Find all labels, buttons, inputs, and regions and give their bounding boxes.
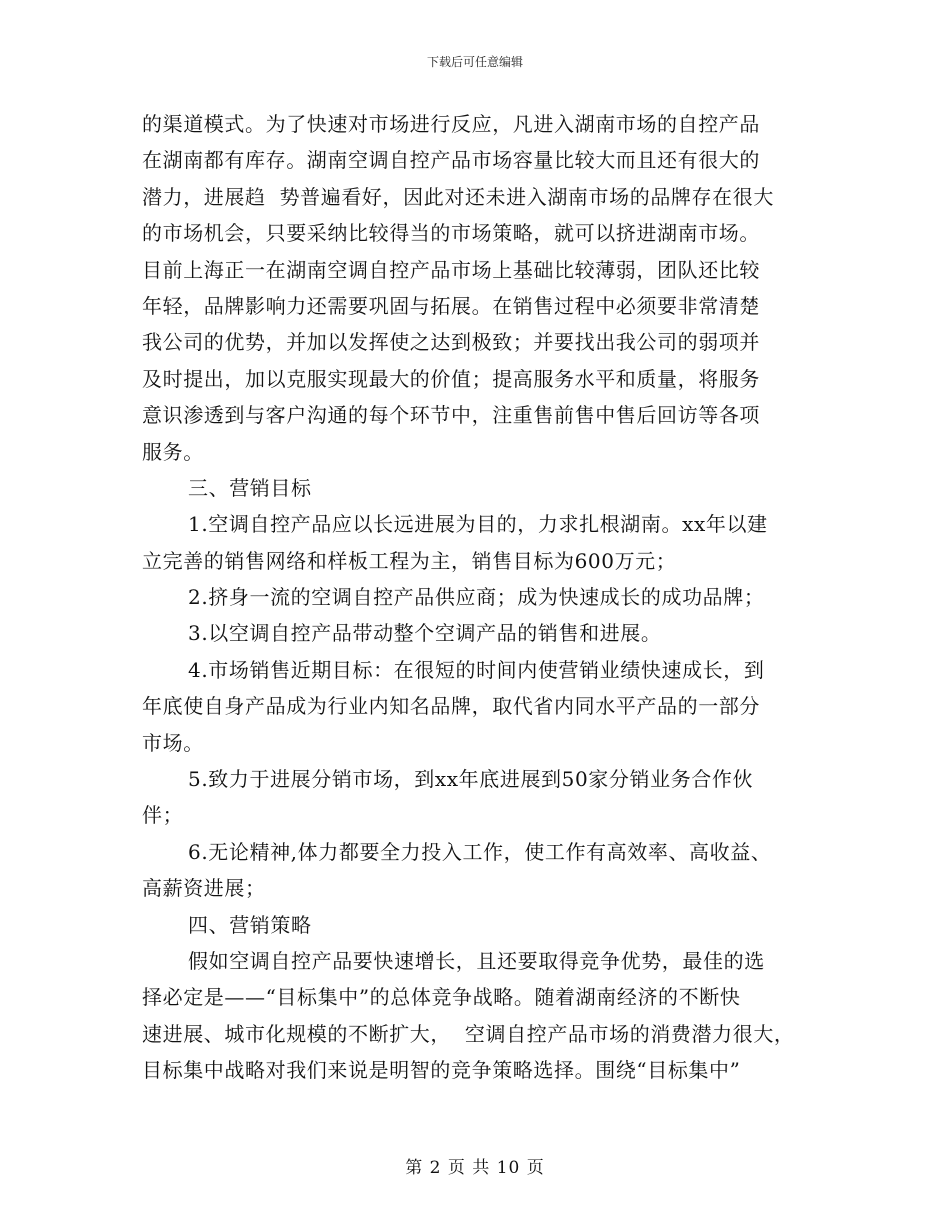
- body-line: 年轻，品牌影响力还需要巩固与拓展。在销售过程中必须要非常清楚: [142, 293, 760, 318]
- body-line: 年底使自身产品成为行业内知名品牌，取代省内同水平产品的一部分: [142, 694, 760, 719]
- page-number-footer: 第 2 页 共 10 页: [405, 1158, 545, 1178]
- body-line: 目标集中战略对我们来说是明智的竞争策略选择。围绕“目标集中”: [142, 1058, 741, 1083]
- body-line: 伴；: [142, 803, 184, 828]
- body-line: 潜力，进展趋 势普遍看好，因此对还未进入湖南市场的品牌存在很大: [142, 184, 774, 209]
- body-line: 在湖南都有库存。湖南空调自控产品市场容量比较大而且还有很大的: [142, 148, 760, 173]
- body-line: 速进展、城市化规模的不断扩大， 空调自控产品市场的消费潜力很大，: [142, 1021, 795, 1046]
- list-item: 1.空调自控产品应以长远进展为目的，力求扎根湖南。xx年以建: [188, 512, 768, 537]
- list-item: 5.致力于进展分销市场，到xx年底进展到50家分销业务合作伙: [188, 767, 754, 792]
- body-line: 我公司的优势，并加以发挥使之达到极致；并要找出我公司的弱项并: [142, 330, 760, 355]
- body-line: 市场。: [142, 730, 204, 755]
- list-item: 6.无论精神,体力都要全力投入工作，使工作有高效率、高收益、: [188, 839, 772, 864]
- list-item: 2.挤身一流的空调自控产品供应商；成为快速成长的成功品牌；: [188, 585, 765, 610]
- page-header: 下载后可任意编辑: [426, 55, 523, 69]
- body-line: 意识渗透到与客户沟通的每个环节中，注重售前售中售后回访等各项: [142, 403, 760, 428]
- section-heading: 三、营销目标: [188, 475, 312, 500]
- section-heading: 四、营销策略: [188, 912, 312, 937]
- list-item: 4.市场销售近期目标：在很短的时间内使营销业绩快速成长，到: [188, 657, 765, 682]
- body-line: 服务。: [142, 439, 204, 464]
- paragraph-start: 假如空调自控产品要快速增长，且还要取得竞争优势，最佳的选: [188, 948, 765, 973]
- body-line: 的市场机会，只要采纳比较得当的市场策略，就可以挤进湖南市场。: [142, 221, 760, 246]
- body-line: 的渠道模式。为了快速对市场进行反应，凡进入湖南市场的自控产品: [142, 112, 760, 136]
- body-line: 高薪资进展；: [142, 876, 266, 901]
- body-line: 及时提出，加以克服实现最大的价值；提高服务水平和质量，将服务: [142, 366, 760, 391]
- body-line: 择必定是——“目标集中”的总体竞争战略。随着湖南经济的不断快: [142, 985, 741, 1010]
- body-line: 目前上海正一在湖南空调自控产品市场上基础比较薄弱，团队还比较: [142, 257, 760, 282]
- document-body: [142, 106, 812, 1089]
- body-line: 立完善的销售网络和样板工程为主，销售目标为600万元；: [142, 548, 677, 573]
- list-item: 3.以空调自控产品带动整个空调产品的销售和进展。: [188, 621, 662, 646]
